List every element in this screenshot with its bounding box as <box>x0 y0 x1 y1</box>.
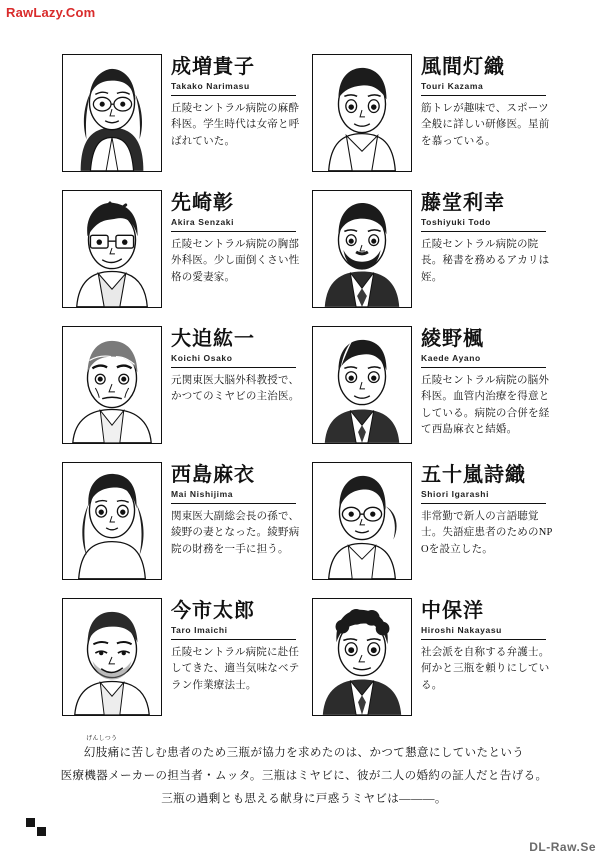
divider <box>421 639 546 640</box>
character-romaji: Takako Narimasu <box>171 81 250 91</box>
synopsis-line-2: 医療機器メーカーの担当者・ムッタ。三瓶はミヤビに、彼が二人の婚約の証人だと告げる。 <box>60 770 548 782</box>
character-info <box>162 52 304 150</box>
print-corner-marks <box>26 818 66 842</box>
man-parted-hair-suit-icon <box>313 327 411 443</box>
portrait-frame <box>62 462 162 580</box>
character-info <box>412 596 554 694</box>
watermark-bottom: DL-Raw.Se <box>529 840 596 854</box>
character-jp-name: 風間灯織 <box>421 56 505 78</box>
character-romaji: Mai Nishijima <box>171 489 234 499</box>
character-info <box>412 188 554 286</box>
woman-wavy-hair-icon <box>63 463 161 579</box>
ruby-base: 幻肢痛 <box>83 747 120 759</box>
portrait-frame <box>62 54 162 172</box>
portrait-frame <box>62 326 162 444</box>
character-card <box>312 596 554 728</box>
divider <box>171 95 296 96</box>
character-info <box>162 460 304 558</box>
divider <box>171 503 296 504</box>
young-man-short-hair-icon <box>313 55 411 171</box>
divider <box>171 367 296 368</box>
divider <box>421 503 546 504</box>
divider <box>421 367 546 368</box>
older-man-stern-icon <box>63 327 161 443</box>
man-smiling-stubble-icon <box>63 599 161 715</box>
synopsis-line-1-rest: に苦しむ患者のため三瓶が協力を求めたのは、かつて懇意にしていたという <box>119 747 525 759</box>
corner-mark-square <box>26 818 35 827</box>
synopsis-footer <box>40 736 568 811</box>
character-description: 非常勤で新人の言語聴覚士。失語症患者のためのNPOを設立した。 <box>421 511 553 555</box>
ruby-term <box>83 736 120 765</box>
character-jp-name: 大迫紘一 <box>171 328 255 350</box>
character-info <box>412 460 554 558</box>
character-description: 関東医大副総会長の孫で、綾野の妻となった。綾野病院の財務を一手に担う。 <box>171 511 300 555</box>
character-card <box>62 596 304 728</box>
divider <box>171 639 296 640</box>
character-description: 丘陵セントラル病院の脳外科医。血管内治療を得意としている。病院の合併を経て西島麻衣と結婚。 <box>421 375 550 435</box>
character-romaji: Shiori Igarashi <box>421 489 490 499</box>
portrait-frame <box>312 598 412 716</box>
woman-glasses-ponytail-icon <box>313 463 411 579</box>
man-curly-hair-suit-icon <box>313 599 411 715</box>
character-card <box>312 188 554 320</box>
portrait-frame <box>62 190 162 308</box>
bearded-man-suit-icon <box>313 191 411 307</box>
ruby-reading: げんしつう <box>86 736 118 742</box>
character-jp-name: 西島麻衣 <box>171 464 255 486</box>
character-info <box>162 324 304 406</box>
character-jp-name: 五十嵐詩織 <box>421 464 526 486</box>
character-info <box>162 188 304 286</box>
character-card <box>62 324 304 456</box>
corner-mark-square <box>37 827 46 836</box>
character-romaji: Touri Kazama <box>421 81 484 91</box>
character-description: 社会派を自称する弁護士。何かと三瓶を頼りにしている。 <box>421 647 550 691</box>
character-info <box>162 596 304 694</box>
character-description: 丘陵セントラル病院に赴任してきた、適当気味なベテラン作業療法士。 <box>171 647 300 691</box>
character-romaji: Hiroshi Nakayasu <box>421 625 502 635</box>
character-jp-name: 綾野楓 <box>421 328 484 350</box>
character-romaji: Koichi Osako <box>171 353 233 363</box>
character-card <box>312 52 554 184</box>
character-card <box>62 460 304 592</box>
character-grid <box>62 52 554 728</box>
character-description: 元関東医大脳外科教授で、かつてのミヤビの主治医。 <box>171 375 300 403</box>
portrait-frame <box>312 190 412 308</box>
synopsis-line-1 <box>40 736 568 765</box>
man-glasses-messy-hair-icon <box>63 191 161 307</box>
divider <box>421 95 546 96</box>
character-description: 丘陵セントラル病院の胸部外科医。少し面倒くさい性格の愛妻家。 <box>171 239 300 283</box>
synopsis-line-3: 三瓶の過剰とも思える献身に戸惑うミヤビは———。 <box>161 793 447 805</box>
character-jp-name: 中保洋 <box>421 600 484 622</box>
character-romaji: Toshiyuki Todo <box>421 217 491 227</box>
portrait-frame <box>62 598 162 716</box>
character-jp-name: 先崎彰 <box>171 192 234 214</box>
divider <box>421 231 546 232</box>
character-card <box>62 188 304 320</box>
character-jp-name: 藤堂利幸 <box>421 192 505 214</box>
character-romaji: Taro Imaichi <box>171 625 228 635</box>
woman-glasses-long-hair-icon <box>63 55 161 171</box>
portrait-frame <box>312 462 412 580</box>
portrait-frame <box>312 54 412 172</box>
character-description: 丘陵セントラル病院の麻酔科医。学生時代は女帝と呼ばれていた。 <box>171 103 300 147</box>
character-card <box>312 460 554 592</box>
character-description: 筋トレが趣味で、スポーツ全般に詳しい研修医。星前を慕っている。 <box>421 103 550 147</box>
portrait-frame <box>312 326 412 444</box>
character-card <box>312 324 554 456</box>
character-description: 丘陵セントラル病院の院長。秘書を務めるアカリは姪。 <box>421 239 550 283</box>
character-info <box>412 52 554 150</box>
character-jp-name: 今市太郎 <box>171 600 255 622</box>
character-jp-name: 成増貴子 <box>171 56 255 78</box>
divider <box>171 231 296 232</box>
character-info <box>412 324 554 438</box>
character-romaji: Kaede Ayano <box>421 353 481 363</box>
character-card <box>62 52 304 184</box>
character-romaji: Akira Senzaki <box>171 217 235 227</box>
watermark-top: RawLazy.Com <box>6 5 96 20</box>
